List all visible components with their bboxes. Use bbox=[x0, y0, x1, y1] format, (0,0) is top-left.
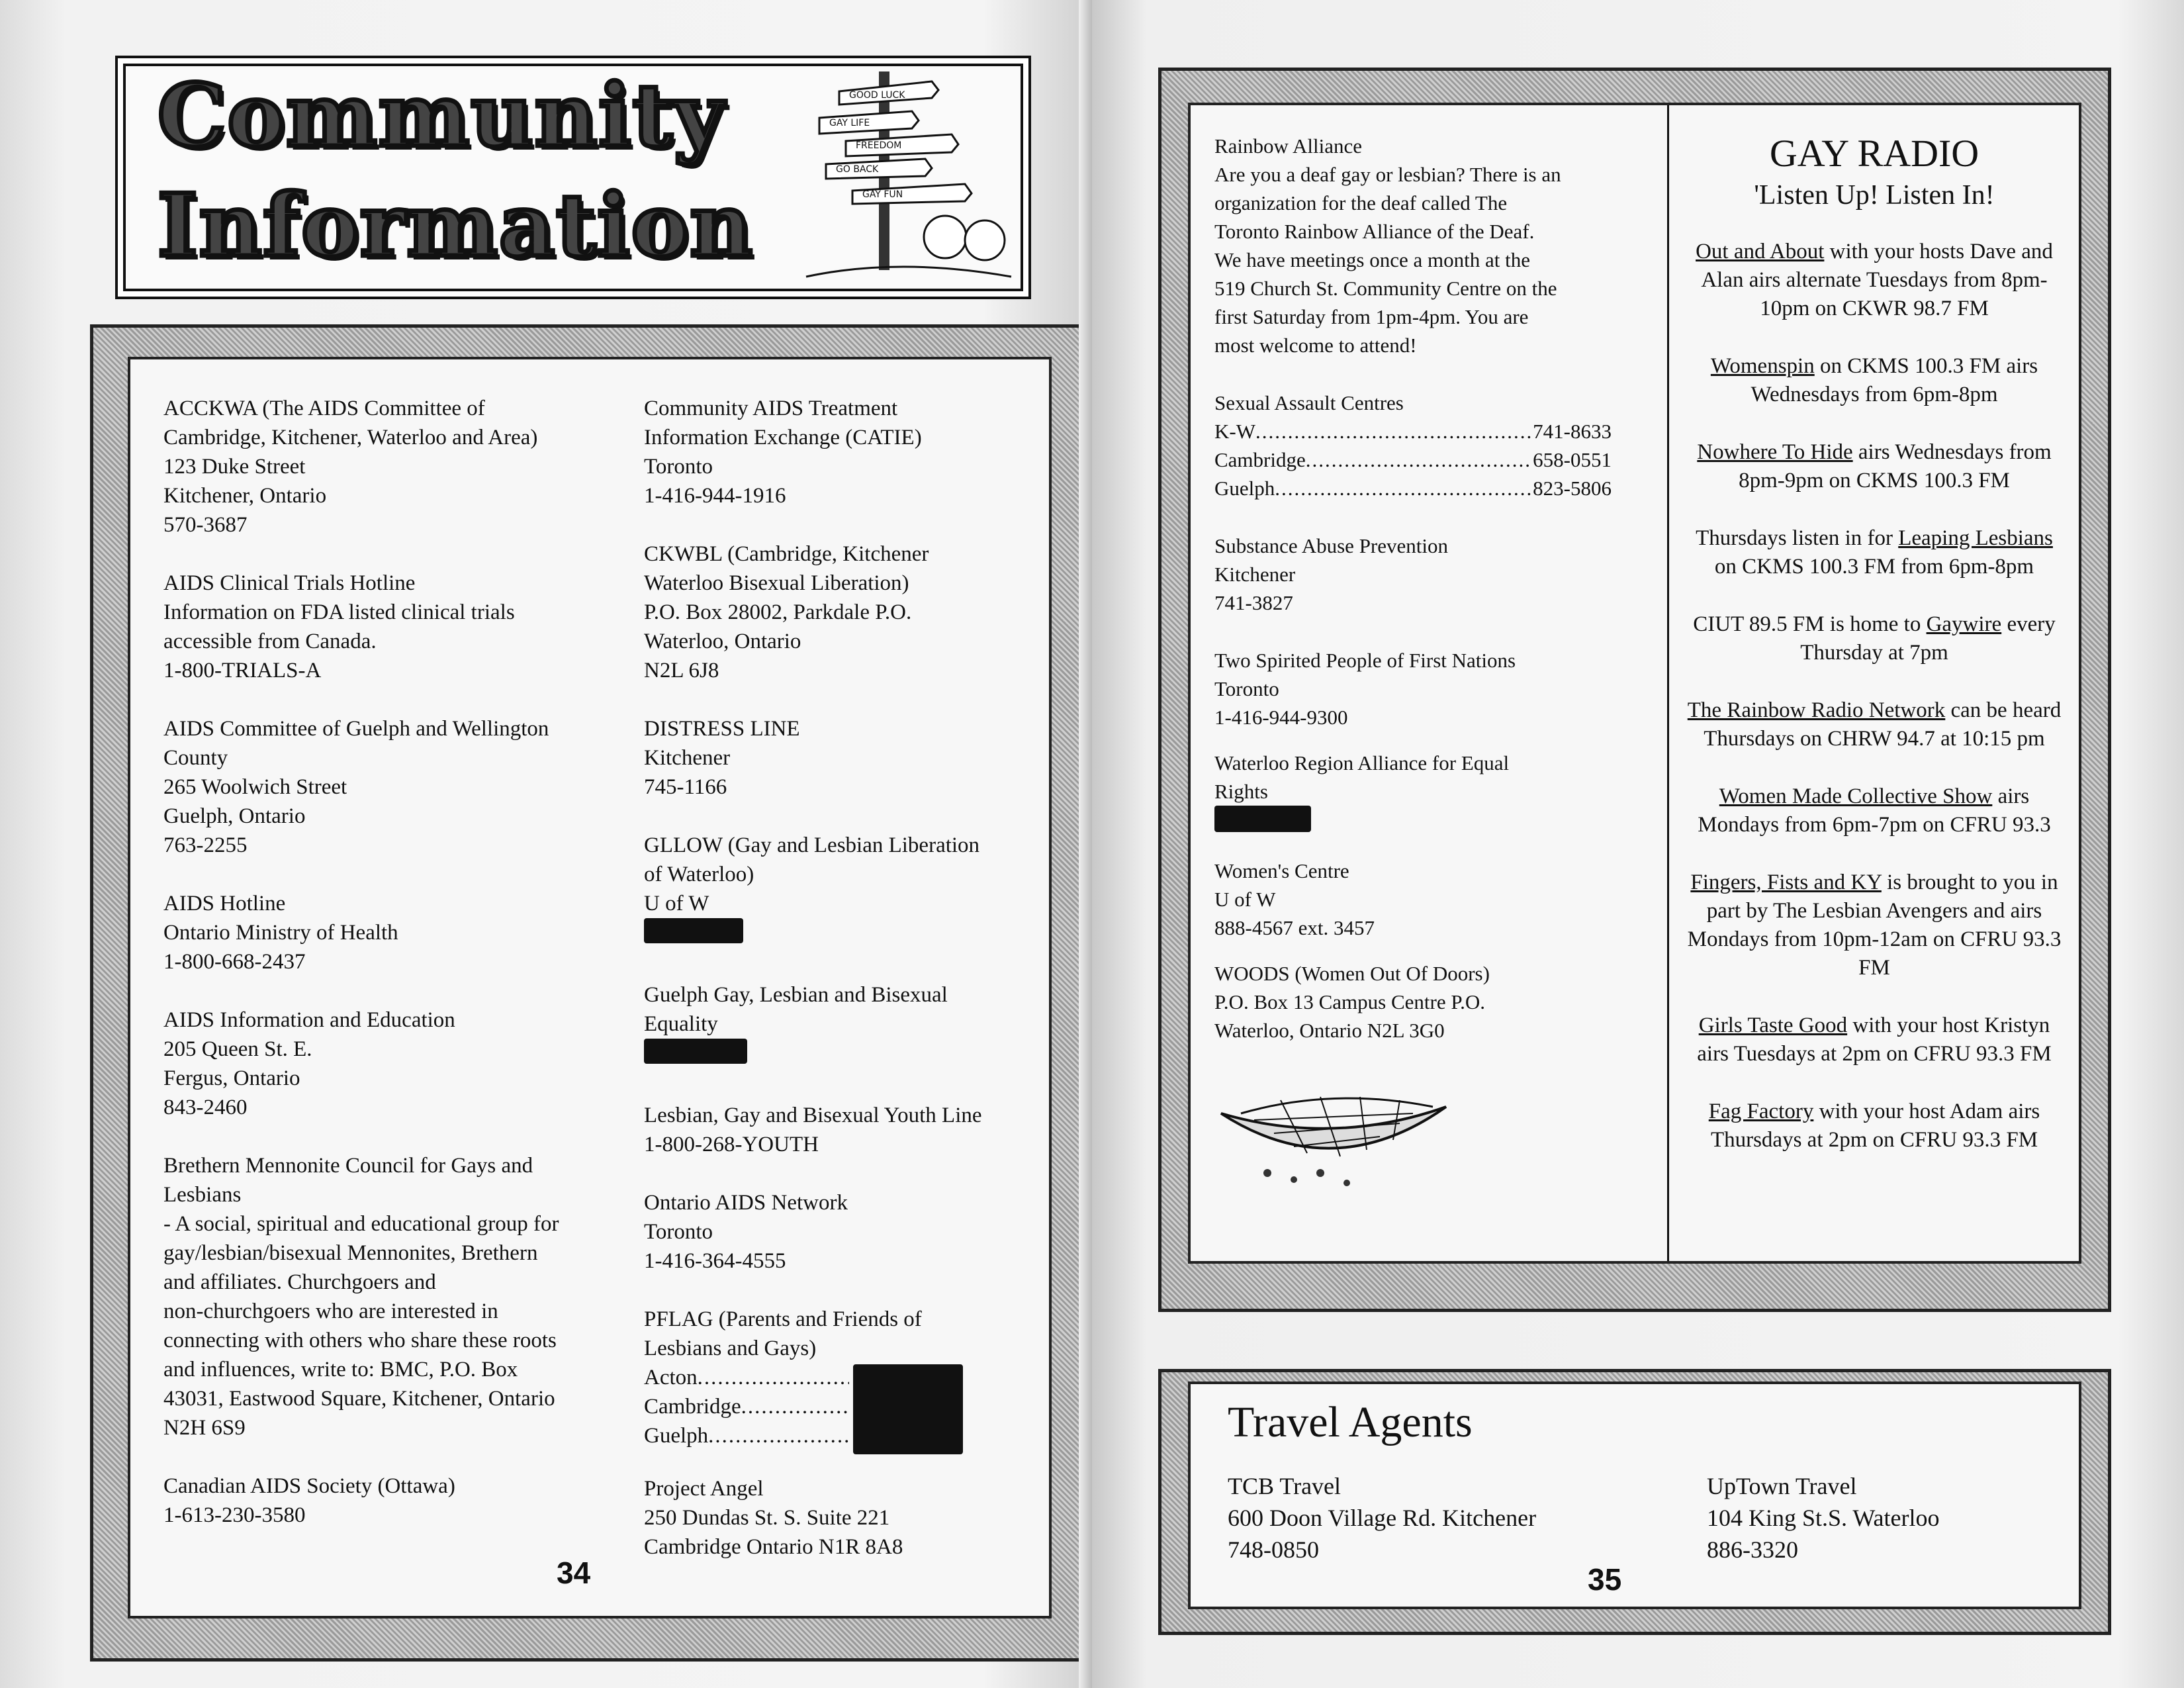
listing-line: U of W bbox=[1214, 888, 1276, 911]
info-column-2 bbox=[644, 394, 1041, 1591]
listing-line: Lesbians bbox=[163, 1183, 242, 1207]
listing-two-spirited bbox=[1214, 646, 1651, 731]
right-info-frame bbox=[1158, 68, 2111, 1312]
pflag-town-row bbox=[644, 1421, 849, 1450]
listing-line: 250 Dundas St. S. Suite 221 bbox=[644, 1506, 890, 1530]
listing-rainbow-alliance bbox=[1214, 132, 1651, 359]
radio-show-intro: Thursdays listen in for bbox=[1696, 526, 1899, 550]
listing-line: 519 Church St. Community Centre on the bbox=[1214, 277, 1557, 300]
listing-line: 570-3687 bbox=[163, 513, 248, 537]
phone-place: K-W bbox=[1214, 420, 1255, 443]
travel-agent-name: TCB Travel bbox=[1228, 1473, 1342, 1499]
listing-line: Women's Centre bbox=[1214, 859, 1349, 882]
listing-line: 763-2255 bbox=[163, 833, 248, 857]
travel-agent-phone: 886-3320 bbox=[1707, 1536, 1798, 1563]
radio-show-name: Leaping Lesbians bbox=[1898, 526, 2053, 550]
radio-show-name: Out and About bbox=[1696, 240, 1825, 263]
listing-line: Project Angel bbox=[644, 1477, 764, 1501]
listing-line: accessible from Canada. bbox=[163, 630, 377, 653]
listing-brethern-mennonite bbox=[163, 1151, 614, 1442]
left-info-panel bbox=[128, 357, 1052, 1618]
travel-agents-panel bbox=[1188, 1382, 2081, 1609]
listing-ontario-aids-network bbox=[644, 1188, 1041, 1276]
redaction-block bbox=[644, 1039, 747, 1064]
redaction-block bbox=[853, 1364, 963, 1454]
radio-show-details: with your host Adam airs Thursdays at 2pm on CFRU 93.3 FM bbox=[1710, 1100, 2040, 1152]
travel-agent-address: 600 Doon Village Rd. Kitchener bbox=[1228, 1505, 1537, 1531]
listing-line: and influences, write to: BMC, P.O. Box bbox=[163, 1358, 518, 1382]
listing-line: Rainbow Alliance bbox=[1214, 134, 1362, 158]
signpost-illustration-icon bbox=[780, 65, 1018, 290]
listing-line: non-churchgoers who are interested in bbox=[163, 1299, 498, 1323]
radio-listing bbox=[1683, 868, 2066, 982]
listing-line: 123 Duke Street bbox=[163, 455, 306, 479]
listing-line: Guelph Gay, Lesbian and Bisexual bbox=[644, 983, 948, 1007]
travel-agent-listing bbox=[1228, 1470, 1536, 1566]
right-page bbox=[1092, 0, 2184, 1688]
radio-listing bbox=[1683, 1098, 2066, 1154]
listing-line: 1-416-944-9300 bbox=[1214, 706, 1348, 729]
gay-radio-title: GAY RADIO bbox=[1769, 132, 1979, 175]
title-line-2: Information bbox=[158, 175, 754, 276]
listing-line: Toronto bbox=[644, 455, 713, 479]
listing-line: Toronto bbox=[1214, 677, 1279, 700]
listing-waterloo-alliance bbox=[1214, 749, 1651, 839]
listing-line: Canadian AIDS Society (Ottawa) bbox=[163, 1474, 455, 1498]
listing-line: ACCKWA (The AIDS Committee of bbox=[163, 397, 485, 420]
listing-aids-clinical-trials bbox=[163, 569, 614, 685]
listing-line: gay/lesbian/bisexual Mennonites, Brethern bbox=[163, 1241, 538, 1265]
gay-radio-subtitle: 'Listen Up! Listen In! bbox=[1754, 180, 1995, 211]
listing-distress-line bbox=[644, 714, 1041, 802]
listing-line: N2H 6S9 bbox=[163, 1416, 246, 1440]
listing-line: 1-800-TRIALS-A bbox=[163, 659, 322, 682]
travel-agents-title: Travel Agents bbox=[1228, 1398, 1473, 1446]
phone-row bbox=[1214, 417, 1612, 445]
redaction-block bbox=[1214, 806, 1311, 832]
listing-line: Information on FDA listed clinical trials bbox=[163, 600, 515, 624]
listing-line: U of W bbox=[644, 892, 709, 915]
radio-show-details: every Thursday at 7pm bbox=[1800, 612, 2056, 665]
listing-pflag bbox=[644, 1305, 1041, 1450]
listing-line: first Saturday from 1pm-4pm. You are bbox=[1214, 305, 1529, 328]
listing-gllow bbox=[644, 831, 1041, 951]
radio-show-details: airs Wednesdays from 8pm-9pm on CKMS 100.3 FM bbox=[1739, 440, 2052, 492]
title-banner bbox=[115, 56, 1031, 299]
travel-agents-frame bbox=[1158, 1369, 2111, 1635]
listing-line: P.O. Box 28002, Parkdale P.O. bbox=[644, 600, 912, 624]
sign-text: GAY LIFE bbox=[829, 118, 870, 128]
radio-show-name: Fingers, Fists and KY bbox=[1690, 870, 1882, 894]
radio-listing bbox=[1683, 438, 2066, 495]
radio-show-name: Fag Factory bbox=[1708, 1100, 1814, 1123]
listing-project-angel bbox=[644, 1474, 1041, 1562]
listing-line: Waterloo, Ontario N2L 3G0 bbox=[1214, 1019, 1445, 1042]
radio-show-details: is brought to you in part by The Lesbian Avengers and airs Mondays from 10pm-12am on CFRU 93.3 FM bbox=[1687, 870, 2062, 980]
travel-agent-address: 104 King St.S. Waterloo bbox=[1707, 1505, 1940, 1531]
listing-line: Kitchener bbox=[644, 746, 731, 770]
listing-line: Guelph, Ontario bbox=[163, 804, 306, 828]
phone-row bbox=[1214, 474, 1612, 502]
radio-show-details: on CKMS 100.3 FM from 6pm-8pm bbox=[1714, 555, 2034, 579]
radio-show-name: Gaywire bbox=[1926, 612, 2002, 636]
title-line-1: Community bbox=[158, 65, 725, 166]
column-divider bbox=[1667, 105, 1669, 1261]
listing-line: most welcome to attend! bbox=[1214, 334, 1417, 357]
listing-womens-centre bbox=[1214, 857, 1651, 942]
listing-canadian-aids-society bbox=[163, 1472, 614, 1530]
listing-line: Cambridge Ontario N1R 8A8 bbox=[644, 1535, 903, 1559]
travel-agent-listing bbox=[1707, 1470, 1939, 1566]
listing-substance-abuse bbox=[1214, 532, 1651, 617]
radio-show-name: Womenspin bbox=[1710, 354, 1815, 378]
listing-line: WOODS (Women Out Of Doors) bbox=[1214, 962, 1490, 985]
phone-place: Cambridge bbox=[1214, 448, 1306, 471]
listing-line: Sexual Assault Centres bbox=[1214, 391, 1404, 414]
listing-line: - A social, spiritual and educational group for bbox=[163, 1212, 559, 1236]
listing-aids-info-education bbox=[163, 1006, 614, 1122]
sign-text: GOOD LUCK bbox=[849, 90, 905, 101]
radio-show-details: airs Mondays from 6pm-7pm on CFRU 93.3 bbox=[1698, 784, 2051, 837]
listing-line: organization for the deaf called The bbox=[1214, 191, 1508, 214]
listing-woods bbox=[1214, 959, 1651, 1045]
travel-agent-name: UpTown Travel bbox=[1707, 1473, 1857, 1499]
travel-agent-phone: 748-0850 bbox=[1228, 1536, 1319, 1563]
phone-number: 658-0551 bbox=[1533, 448, 1612, 471]
right-info-panel bbox=[1188, 103, 2081, 1264]
sign-text: GO BACK bbox=[836, 164, 879, 175]
listing-line: 843-2460 bbox=[163, 1096, 248, 1119]
listing-line: PFLAG (Parents and Friends of bbox=[644, 1307, 922, 1331]
listing-line: Fergus, Ontario bbox=[163, 1066, 300, 1090]
listing-line: AIDS Hotline bbox=[163, 892, 286, 915]
radio-show-details: with your host Kristyn airs Tuesdays at 2pm on CFRU 93.3 FM bbox=[1697, 1013, 2052, 1066]
listing-line: Are you a deaf gay or lesbian? There is an bbox=[1214, 163, 1561, 186]
listing-line: Toronto bbox=[644, 1220, 713, 1244]
listing-line: Substance Abuse Prevention bbox=[1214, 534, 1449, 557]
listing-line: Ontario Ministry of Health bbox=[163, 921, 398, 945]
page-number: 35 bbox=[1588, 1562, 1622, 1597]
listing-line: Ontario AIDS Network bbox=[644, 1191, 848, 1215]
pflag-town: Cambridge bbox=[644, 1395, 741, 1419]
page-number: 34 bbox=[557, 1556, 591, 1590]
listing-line: and affiliates. Churchgoers and bbox=[163, 1270, 436, 1294]
listing-line: AIDS Committee of Guelph and Wellington bbox=[163, 717, 549, 741]
listing-aids-committee-guelph bbox=[163, 714, 614, 860]
radio-listing bbox=[1683, 1011, 2066, 1068]
radio-listing bbox=[1683, 782, 2066, 839]
listing-line: 745-1166 bbox=[644, 775, 727, 799]
listing-line: Two Spirited People of First Nations bbox=[1214, 649, 1516, 672]
right-info-column bbox=[1214, 132, 1651, 1200]
left-info-frame bbox=[90, 324, 1089, 1662]
listing-line: 1-416-944-1916 bbox=[644, 484, 786, 508]
radio-show-name: Girls Taste Good bbox=[1698, 1013, 1848, 1037]
listing-line: Lesbian, Gay and Bisexual Youth Line bbox=[644, 1103, 982, 1127]
radio-show-details: on CKMS 100.3 FM airs Wednesdays from 6pm-8pm bbox=[1751, 354, 2038, 406]
listing-aids-hotline bbox=[163, 889, 614, 976]
listing-line: Kitchener, Ontario bbox=[163, 484, 327, 508]
radio-listing bbox=[1683, 352, 2066, 409]
listing-line: Toronto Rainbow Alliance of the Deaf. bbox=[1214, 220, 1535, 243]
radio-listing bbox=[1683, 696, 2066, 753]
listing-line: Waterloo Region Alliance for Equal bbox=[1214, 751, 1510, 774]
listing-line: 205 Queen St. E. bbox=[163, 1037, 312, 1061]
gay-radio-column bbox=[1670, 105, 2079, 1184]
listing-line: Community AIDS Treatment bbox=[644, 397, 898, 420]
listing-line: N2L 6J8 bbox=[644, 659, 719, 682]
listing-line: of Waterloo) bbox=[644, 863, 754, 886]
radio-listing bbox=[1683, 524, 2066, 581]
pflag-town-row bbox=[644, 1392, 849, 1421]
sign-text: GAY FUN bbox=[862, 189, 903, 200]
listing-acckwa bbox=[163, 394, 614, 539]
listing-line: CKWBL (Cambridge, Kitchener bbox=[644, 542, 929, 566]
phone-row bbox=[1214, 445, 1612, 474]
listing-line: Lesbians and Gays) bbox=[644, 1336, 817, 1360]
phone-place: Guelph bbox=[1214, 477, 1275, 500]
radio-show-name: Nowhere To Hide bbox=[1697, 440, 1853, 464]
radio-show-details: can be heard Thursdays on CHRW 94.7 at 10:15 pm bbox=[1704, 698, 2062, 751]
listing-line: Cambridge, Kitchener, Waterloo and Area) bbox=[163, 426, 538, 449]
listing-line: DISTRESS LINE bbox=[644, 717, 800, 741]
listing-line: AIDS Clinical Trials Hotline bbox=[163, 571, 416, 595]
listing-line: 1-416-364-4555 bbox=[644, 1249, 786, 1273]
info-column-1 bbox=[163, 394, 614, 1559]
pflag-town-row bbox=[644, 1363, 849, 1392]
listing-line: Information Exchange (CATIE) bbox=[644, 426, 922, 449]
listing-guelph-glbe bbox=[644, 980, 1041, 1072]
radio-show-name: The Rainbow Radio Network bbox=[1687, 698, 1946, 722]
listing-line: 1-613-230-3580 bbox=[163, 1503, 306, 1527]
listing-ckwbl bbox=[644, 539, 1041, 685]
listing-line: Equality bbox=[644, 1012, 718, 1036]
listing-line: connecting with others who share these roots bbox=[163, 1329, 557, 1352]
listing-line: 1-800-668-2437 bbox=[163, 950, 306, 974]
listing-line: County bbox=[163, 746, 228, 770]
radio-show-intro: CIUT 89.5 FM is home to bbox=[1693, 612, 1927, 636]
radio-listing bbox=[1683, 610, 2066, 667]
radio-show-details: with your hosts Dave and Alan airs alternate Tuesdays from 8pm-10pm on CKWR 98.7 FM bbox=[1701, 240, 2053, 320]
listing-line: 43031, Eastwood Square, Kitchener, Ontario bbox=[163, 1387, 555, 1411]
listing-line: We have meetings once a month at the bbox=[1214, 248, 1530, 271]
listing-youth-line bbox=[644, 1101, 1041, 1159]
radio-show-name: Women Made Collective Show bbox=[1719, 784, 1993, 808]
redaction-block bbox=[644, 918, 743, 943]
phone-number: 823-5806 bbox=[1533, 477, 1612, 500]
listing-catie bbox=[644, 394, 1041, 510]
listing-line: GLLOW (Gay and Lesbian Liberation bbox=[644, 833, 980, 857]
listing-line: 265 Woolwich Street bbox=[163, 775, 347, 799]
listing-line: Waterloo Bisexual Liberation) bbox=[644, 571, 909, 595]
listing-line: Brethern Mennonite Council for Gays and bbox=[163, 1154, 533, 1178]
pflag-town: Acton bbox=[644, 1366, 698, 1389]
sign-text: FREEDOM bbox=[856, 140, 902, 151]
phone-number: 741-8633 bbox=[1533, 420, 1612, 443]
listing-line: Rights bbox=[1214, 780, 1268, 803]
listing-line: 888-4567 ext. 3457 bbox=[1214, 916, 1375, 939]
listing-line: Kitchener bbox=[1214, 563, 1296, 586]
canoe-illustration-icon bbox=[1214, 1074, 1453, 1193]
listing-line: Waterloo, Ontario bbox=[644, 630, 801, 653]
listing-line: 741-3827 bbox=[1214, 591, 1293, 614]
listing-line: 1-800-268-YOUTH bbox=[644, 1133, 819, 1156]
listing-line: P.O. Box 13 Campus Centre P.O. bbox=[1214, 990, 1486, 1013]
pflag-town: Guelph bbox=[644, 1424, 709, 1448]
listing-sexual-assault-centres bbox=[1214, 389, 1651, 502]
listing-line: AIDS Information and Education bbox=[163, 1008, 455, 1032]
radio-listing bbox=[1683, 238, 2066, 323]
